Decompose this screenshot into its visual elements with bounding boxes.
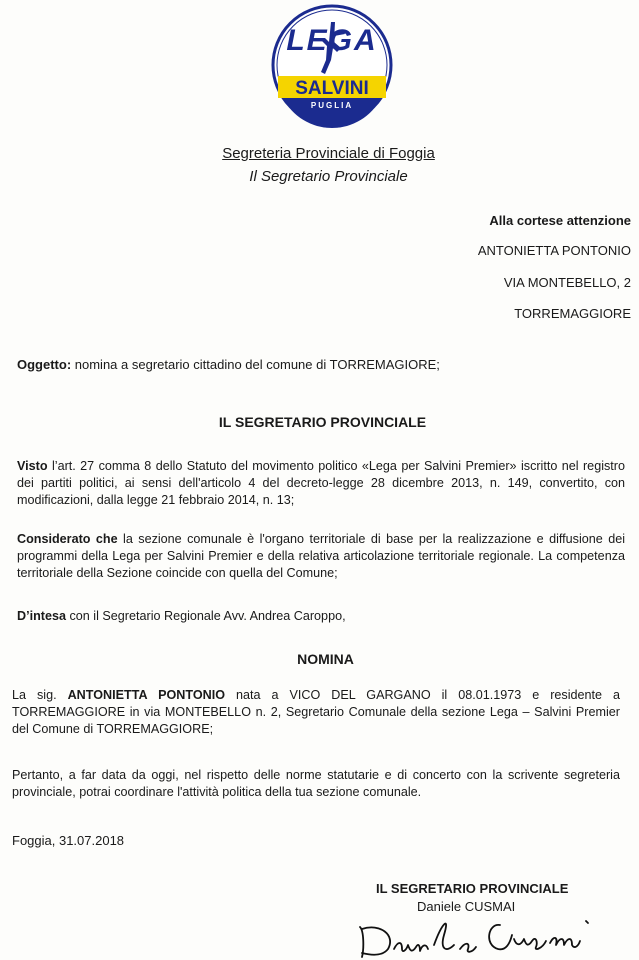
- pertanto-paragraph: Pertanto, a far data da oggi, nel rispetto delle norme statutarie e di concerto con la scrivente segreteria provinciale, potrai coordinare l'attività politica della tua sezione comunale.: [12, 768, 620, 799]
- nomina-text: nata a VICO DEL GARGANO il 08.01.1973 e residente a TORREMAGGIORE in via MONTEBELLO n. 2, Segretario Comunale della sezione Lega – Salvini Premier del Comune di TORREMAGGIORE;: [12, 688, 620, 736]
- signature-title: IL SEGRETARIO PROVINCIALE: [376, 881, 569, 896]
- visto-paragraph: [17, 458, 625, 509]
- considerato-label: Considerato che: [17, 532, 118, 546]
- subject-label: Oggetto:: [17, 357, 72, 372]
- visto-label: Visto: [17, 459, 48, 473]
- considerato-paragraph: [17, 531, 625, 582]
- lega-salvini-logo: [271, 2, 393, 130]
- nomina-paragraph: [12, 687, 620, 738]
- nomina-prefix: La sig.: [12, 688, 68, 702]
- subject-text: nomina a segretario cittadino del comune di TORREMAGIORE;: [71, 357, 440, 372]
- role-heading: Il Segretario Provinciale: [249, 168, 408, 185]
- signature-name: Daniele CUSMAI: [417, 899, 516, 914]
- subject-line: [17, 357, 440, 372]
- visto-text: l’art. 27 comma 8 dello Statuto del movimento politico «Lega per Salvini Premier» iscritto nel registro dei partiti politici, ai sensi dell'articolo 4 del decreto-legge 28 dicembre 2013, n. 149, convertito, con modificazioni, dalla legge 21 febbraio 2014, n. 13;: [17, 459, 625, 507]
- segretario-title: IL SEGRETARIO PROVINCIALE: [218, 414, 427, 430]
- recipient-name: ANTONIETTA PONTONIO: [477, 243, 631, 258]
- considerato-text: la sezione comunale è l'organo territoriale di base per la realizzazione e diffusione dei programmi della Lega per Salvini Premier e della relativa articolazione territoriale regionale. La competenza territoriale della Sezione coincide con quella del Comune;: [17, 532, 625, 580]
- intesa-text: con il Segretario Regionale Avv. Andrea Caroppo,: [66, 609, 346, 623]
- logo-salvini-text: SALVINI: [295, 78, 369, 99]
- recipient-street: VIA MONTEBELLO, 2: [503, 275, 631, 290]
- letter-date: Foggia, 31.07.2018: [12, 833, 125, 848]
- logo-lega-text: LEGA: [286, 24, 378, 57]
- handwritten-signature: [350, 905, 600, 960]
- office-heading: Segreteria Provinciale di Foggia: [222, 145, 435, 162]
- intesa-label: D’intesa: [17, 609, 66, 623]
- nominee-name: ANTONIETTA PONTONIO: [67, 688, 226, 702]
- logo-emblem: [271, 2, 393, 130]
- recipient-attention: Alla cortese attenzione: [489, 213, 631, 228]
- recipient-city: TORREMAGGIORE: [514, 306, 631, 321]
- logo-region-text: PUGLIA: [310, 101, 354, 110]
- nomina-title: NOMINA: [297, 651, 354, 667]
- intesa-paragraph: [17, 608, 625, 625]
